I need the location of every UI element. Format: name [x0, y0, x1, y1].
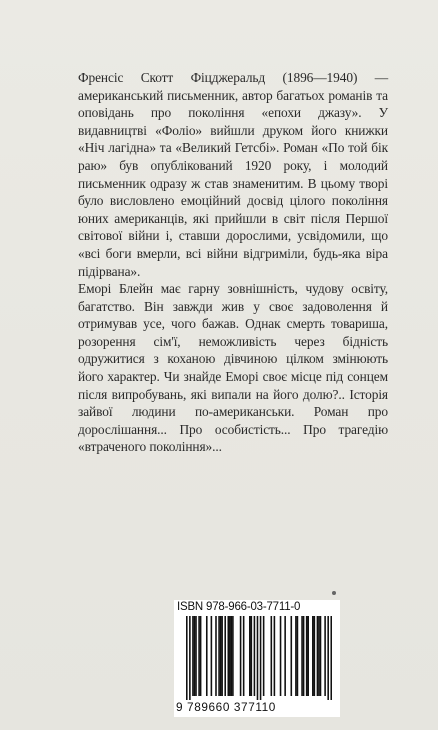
author-bio-paragraph: Френсіс Скотт Фіцджеральд (1896—1940) — американський письменник, автор багатьох романів та оповідань про покоління «епохи джазу». У видавництві «Фоліо» вийшли друком його книжки «Ніч лагідна» та «Великий Гетсбі». Роман «По той бік раю» був опублікований 1920 року, і молодий письменник одразу ж став знаменитим. В цьому творі було висловлено емоційний досвід цілого покоління юних американців, які прийшли в світ після Першої світової війни і, ставши дорослими, усвідомили, що «всі боги вмерли, всі війни відгриміли, будь-яка віра підірвана». — [78, 70, 388, 279]
barcode-bar — [257, 616, 259, 700]
barcode-bar — [301, 616, 303, 696]
barcode-bar — [263, 616, 265, 696]
barcode-bar — [297, 616, 299, 696]
barcode-bar — [295, 616, 297, 696]
barcode-bar — [274, 616, 276, 696]
barcode-bar — [303, 616, 305, 696]
barcode-bar — [224, 616, 226, 696]
barcode-bar — [254, 616, 256, 696]
barcode-bar — [327, 616, 329, 700]
barcode-bar — [211, 616, 213, 696]
barcode-bar — [229, 616, 231, 696]
barcode-bar — [186, 616, 188, 700]
barcode-bar — [198, 616, 200, 696]
barcode-bar — [243, 616, 245, 696]
barcode-digits: 9 789660 377110 — [176, 700, 276, 714]
barcode-bar — [291, 616, 293, 696]
barcode-bar — [307, 616, 309, 696]
barcode-bar — [227, 616, 229, 696]
barcode-bar — [206, 616, 208, 696]
barcode-icon — [186, 616, 332, 700]
barcode-bar — [200, 616, 202, 696]
barcode-bar — [318, 616, 320, 696]
barcode-bar — [232, 616, 234, 696]
barcode-bar — [324, 616, 326, 696]
barcode-bar — [312, 616, 314, 696]
barcode-bar — [260, 616, 262, 700]
barcode-bar — [240, 616, 242, 696]
barcode-bar — [189, 616, 191, 700]
barcode-bar — [280, 616, 282, 696]
barcode-bar — [194, 616, 196, 696]
barcode-bar — [218, 616, 220, 696]
barcode-bar — [317, 616, 319, 696]
isbn-barcode-block — [174, 600, 340, 717]
book-synopsis-paragraph: Еморі Блейн має гарну зовнішність, чудову освіту, багатство. Він завжди жив у своє задоволення й отримував усе, чого бажав. Однак смерть товариша, розорення сім'ї, неможливість через бідність одружитися з коханою дівчиною цілком змінюють його характер. Чи знайде Еморі своє місце під сонцем після випробувань, які випали на його долю?.. Історія зайвої людини по-американськи. Роман про дорослішання... Про особистість... Про трагедію «втраченого покоління»... — [78, 281, 388, 455]
barcode-bar — [192, 616, 194, 696]
barcode-bar — [271, 616, 273, 696]
barcode-bar — [314, 616, 316, 696]
isbn-label: ISBN 978-966-03-7711-0 — [177, 601, 301, 613]
barcode-bar — [306, 616, 308, 696]
barcode-bar — [320, 616, 322, 696]
barcode-bar — [330, 616, 332, 700]
barcode-bar — [249, 616, 251, 696]
barcode-bar — [251, 616, 253, 696]
barcode-bar — [231, 616, 233, 696]
barcode-bar — [221, 616, 223, 696]
barcode-bar — [195, 616, 197, 696]
barcode-bar — [284, 616, 286, 696]
decorative-dot — [332, 591, 336, 595]
barcode-bar — [215, 616, 217, 696]
barcode-bar — [220, 616, 222, 696]
